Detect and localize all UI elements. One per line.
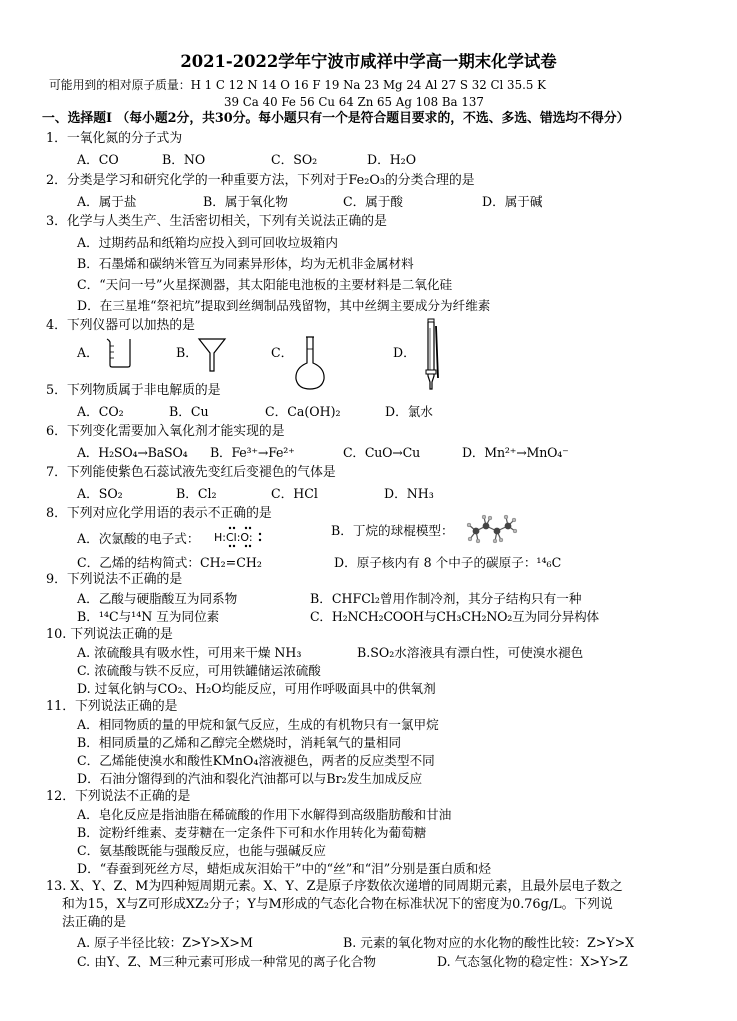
question-13-option-a: A. 原子半径比较：Z>Y>X>M	[77, 935, 253, 950]
question-5-option-c: C．Ca(OH)₂	[265, 404, 341, 419]
question-3-option-b: B．石墨烯和碳纳米管互为同素异形体，均为无机非金属材料	[77, 256, 414, 271]
question-7-option-d: D．NH₃	[384, 486, 434, 501]
question-9-option-d: C．H₂NCH₂COOH与CH₃CH₂NO₂互为同分异构体	[310, 609, 599, 624]
question-12-option-d: D．“春蚕到死丝方尽，蜡炬成灰泪始干”中的“丝”和“泪”分别是蛋白质和烃	[77, 861, 491, 876]
question-1-option-d: D．H₂O	[367, 152, 417, 167]
electron-dot-structure	[212, 524, 264, 550]
question-10-option-a: A. 浓硫酸具有吸水性，可用来干燥 NH₃	[77, 645, 302, 660]
question-4-option-c: C．	[271, 345, 294, 360]
question-12-option-a: A．皂化反应是指油脂在稀硫酸的作用下水解得到高级脂肪酸和甘油	[77, 807, 452, 822]
question-3-stem: 3．化学与人类生产、生活密切相关，下列有关说法正确的是	[46, 214, 387, 229]
question-11-stem: 11．下列说法正确的是	[46, 699, 178, 714]
question-7-option-a: A．SO₂	[77, 486, 123, 501]
question-10-stem: 10. 下列说法正确的是	[46, 627, 173, 642]
question-7-option-b: B．Cl₂	[176, 486, 217, 501]
beaker-icon	[104, 336, 134, 368]
question-3-option-d: D．在三星堆“祭祀坑”提取到丝绸制品残留物，其中丝绸主要成分为纤维素	[77, 298, 491, 313]
question-8-option-d: D．原子核内有 8 个中子的碳原子：¹⁴₆C	[334, 555, 562, 570]
question-9-stem: 9．下列说法不正确的是	[46, 572, 183, 587]
question-9-option-c: B．¹⁴C与¹⁴N 互为同位素	[77, 609, 220, 624]
question-5-stem: 5．下列物质属于非电解质的是	[46, 383, 221, 398]
question-12-option-c: C．氨基酸既能与强酸反应，也能与强碱反应	[77, 843, 326, 858]
question-1-option-c: C．SO₂	[271, 152, 318, 167]
question-7-option-c: C．HCl	[271, 486, 318, 501]
exam-title: 2021-2022学年宁波市咸祥中学高一期末化学试卷	[180, 52, 557, 71]
question-4-stem: 4．下列仪器可以加热的是	[46, 318, 195, 333]
funnel-icon	[197, 336, 227, 372]
question-10-option-c: C. 浓硫酸与铁不反应，可用铁罐储运浓硫酸	[77, 663, 321, 678]
atomic-masses-line-1: 可能用到的相对原子质量：H 1 C 12 N 14 O 16 F 19 Na 23 Mg 24 Al 27 S 32 Cl 35.5 K	[49, 78, 546, 92]
question-13-option-d: D. 气态氢化物的稳定性：X>Y>Z	[437, 954, 628, 969]
question-4-option-d: D．	[393, 345, 416, 360]
question-4-option-b: B．	[176, 345, 198, 360]
question-3-option-c: C．“天问一号”火星探测器，其太阳能电池板的主要材料是二氧化硅	[77, 277, 453, 292]
question-1-option-a: A．CO	[77, 152, 119, 167]
question-2-stem: 2．分类是学习和研究化学的一种重要方法，下列对于Fe₂O₃的分类合理的是	[46, 173, 475, 188]
question-2-option-a: A．属于盐	[77, 194, 137, 209]
question-10-option-d: D. 过氧化钠与CO₂、H₂O均能反应，可用作呼吸面具中的供氧剂	[77, 681, 436, 696]
question-6-option-c: C．CuO→Cu	[343, 445, 421, 460]
atomic-masses-line-2: 39 Ca 40 Fe 56 Cu 64 Zn 65 Ag 108 Ba 137	[224, 95, 484, 109]
question-3-option-a: A．过期药品和纸箱均应投入到可回收垃圾箱内	[77, 235, 338, 250]
question-12-option-b: B．淀粉纤维素、麦芽糖在一定条件下可和水作用转化为葡萄糖	[77, 825, 427, 840]
question-8-option-b: B．丁烷的球棍模型：	[331, 523, 454, 538]
question-6-option-d: D．Mn²⁺→MnO₄⁻	[462, 445, 569, 460]
question-1-stem: 1．一氧化氮的分子式为	[46, 131, 183, 146]
question-13-stem-line-3: 法正确的是	[62, 915, 126, 930]
question-13-option-c: C. 由Y、Z、M三种元素可形成一种常见的离子化合物	[77, 954, 377, 969]
question-1-option-b: B．NO	[162, 152, 206, 167]
question-11-option-c: C．乙烯能使溴水和酸性KMnO₄溶液褪色，两者的反应类型不同	[77, 753, 435, 768]
question-5-option-a: A．CO₂	[77, 404, 124, 419]
question-2-option-d: D．属于碱	[482, 194, 543, 209]
question-9-option-b: B．CHFCl₂曾用作制冷剂，其分子结构只有一种	[310, 591, 582, 606]
question-8-option-c: C．乙烯的结构简式：CH₂=CH₂	[77, 555, 262, 570]
question-8-stem: 8．下列对应化学用语的表示不正确的是	[46, 506, 272, 521]
volumetric-flask-icon	[292, 335, 328, 391]
question-11-option-b: B．相同质量的乙烯和乙醇完全燃烧时，消耗氧气的量相同	[77, 735, 402, 750]
question-2-option-b: B．属于氧化物	[203, 194, 288, 209]
question-6-option-a: A．H₂SO₄→BaSO₄	[77, 445, 188, 460]
butane-ball-stick-model	[466, 514, 518, 544]
question-11-option-a: A．相同物质的量的甲烷和氯气反应，生成的有机物只有一氯甲烷	[77, 717, 439, 732]
question-5-option-d: D．氯水	[385, 404, 433, 419]
question-2-option-c: C．属于酸	[343, 194, 404, 209]
question-4-option-a: A．	[77, 345, 99, 360]
question-11-option-d: D．石油分馏得到的汽油和裂化汽油都可以与Br₂发生加成反应	[77, 771, 423, 786]
question-6-stem: 6．下列变化需要加入氧化剂才能实现的是	[46, 424, 285, 439]
question-13-stem-line-2: 和为15，X与Z可形成XZ₂分子；Y与M形成的气态化合物在标准状况下的密度为0.76g/L。下列说	[62, 897, 613, 912]
question-10-option-b: B.SO₂水溶液具有漂白性，可使溴水褪色	[357, 645, 584, 660]
question-12-stem: 12．下列说法不正确的是	[46, 789, 191, 804]
question-13-stem-line-1: 13. X、Y、Z、M为四种短周期元素。X、Y、Z是原子序数依次递增的同周期元素，且最外层电子数之	[46, 879, 623, 894]
question-6-option-b: B．Fe³⁺→Fe²⁺	[210, 445, 295, 460]
section-heading: 一、选择题Ⅰ （每小题2分，共30分。每小题只有一个是符合题目要求的，不选、多选、错选均不得分）	[42, 111, 630, 126]
question-13-option-b: B. 元素的氧化物对应的水化物的酸性比较：Z>Y>X	[343, 935, 635, 950]
question-8-option-a: A．次氯酸的电子式：	[77, 531, 200, 546]
question-5-option-b: B．Cu	[169, 404, 209, 419]
hypochlorous-formula: H:Cl:O:	[214, 531, 253, 544]
burette-icon	[418, 318, 446, 390]
question-9-option-a: A．乙酸与硬脂酸互为同系物	[77, 591, 238, 606]
question-7-stem: 7．下列能使紫色石蕊试液先变红后变褪色的气体是	[46, 465, 336, 480]
